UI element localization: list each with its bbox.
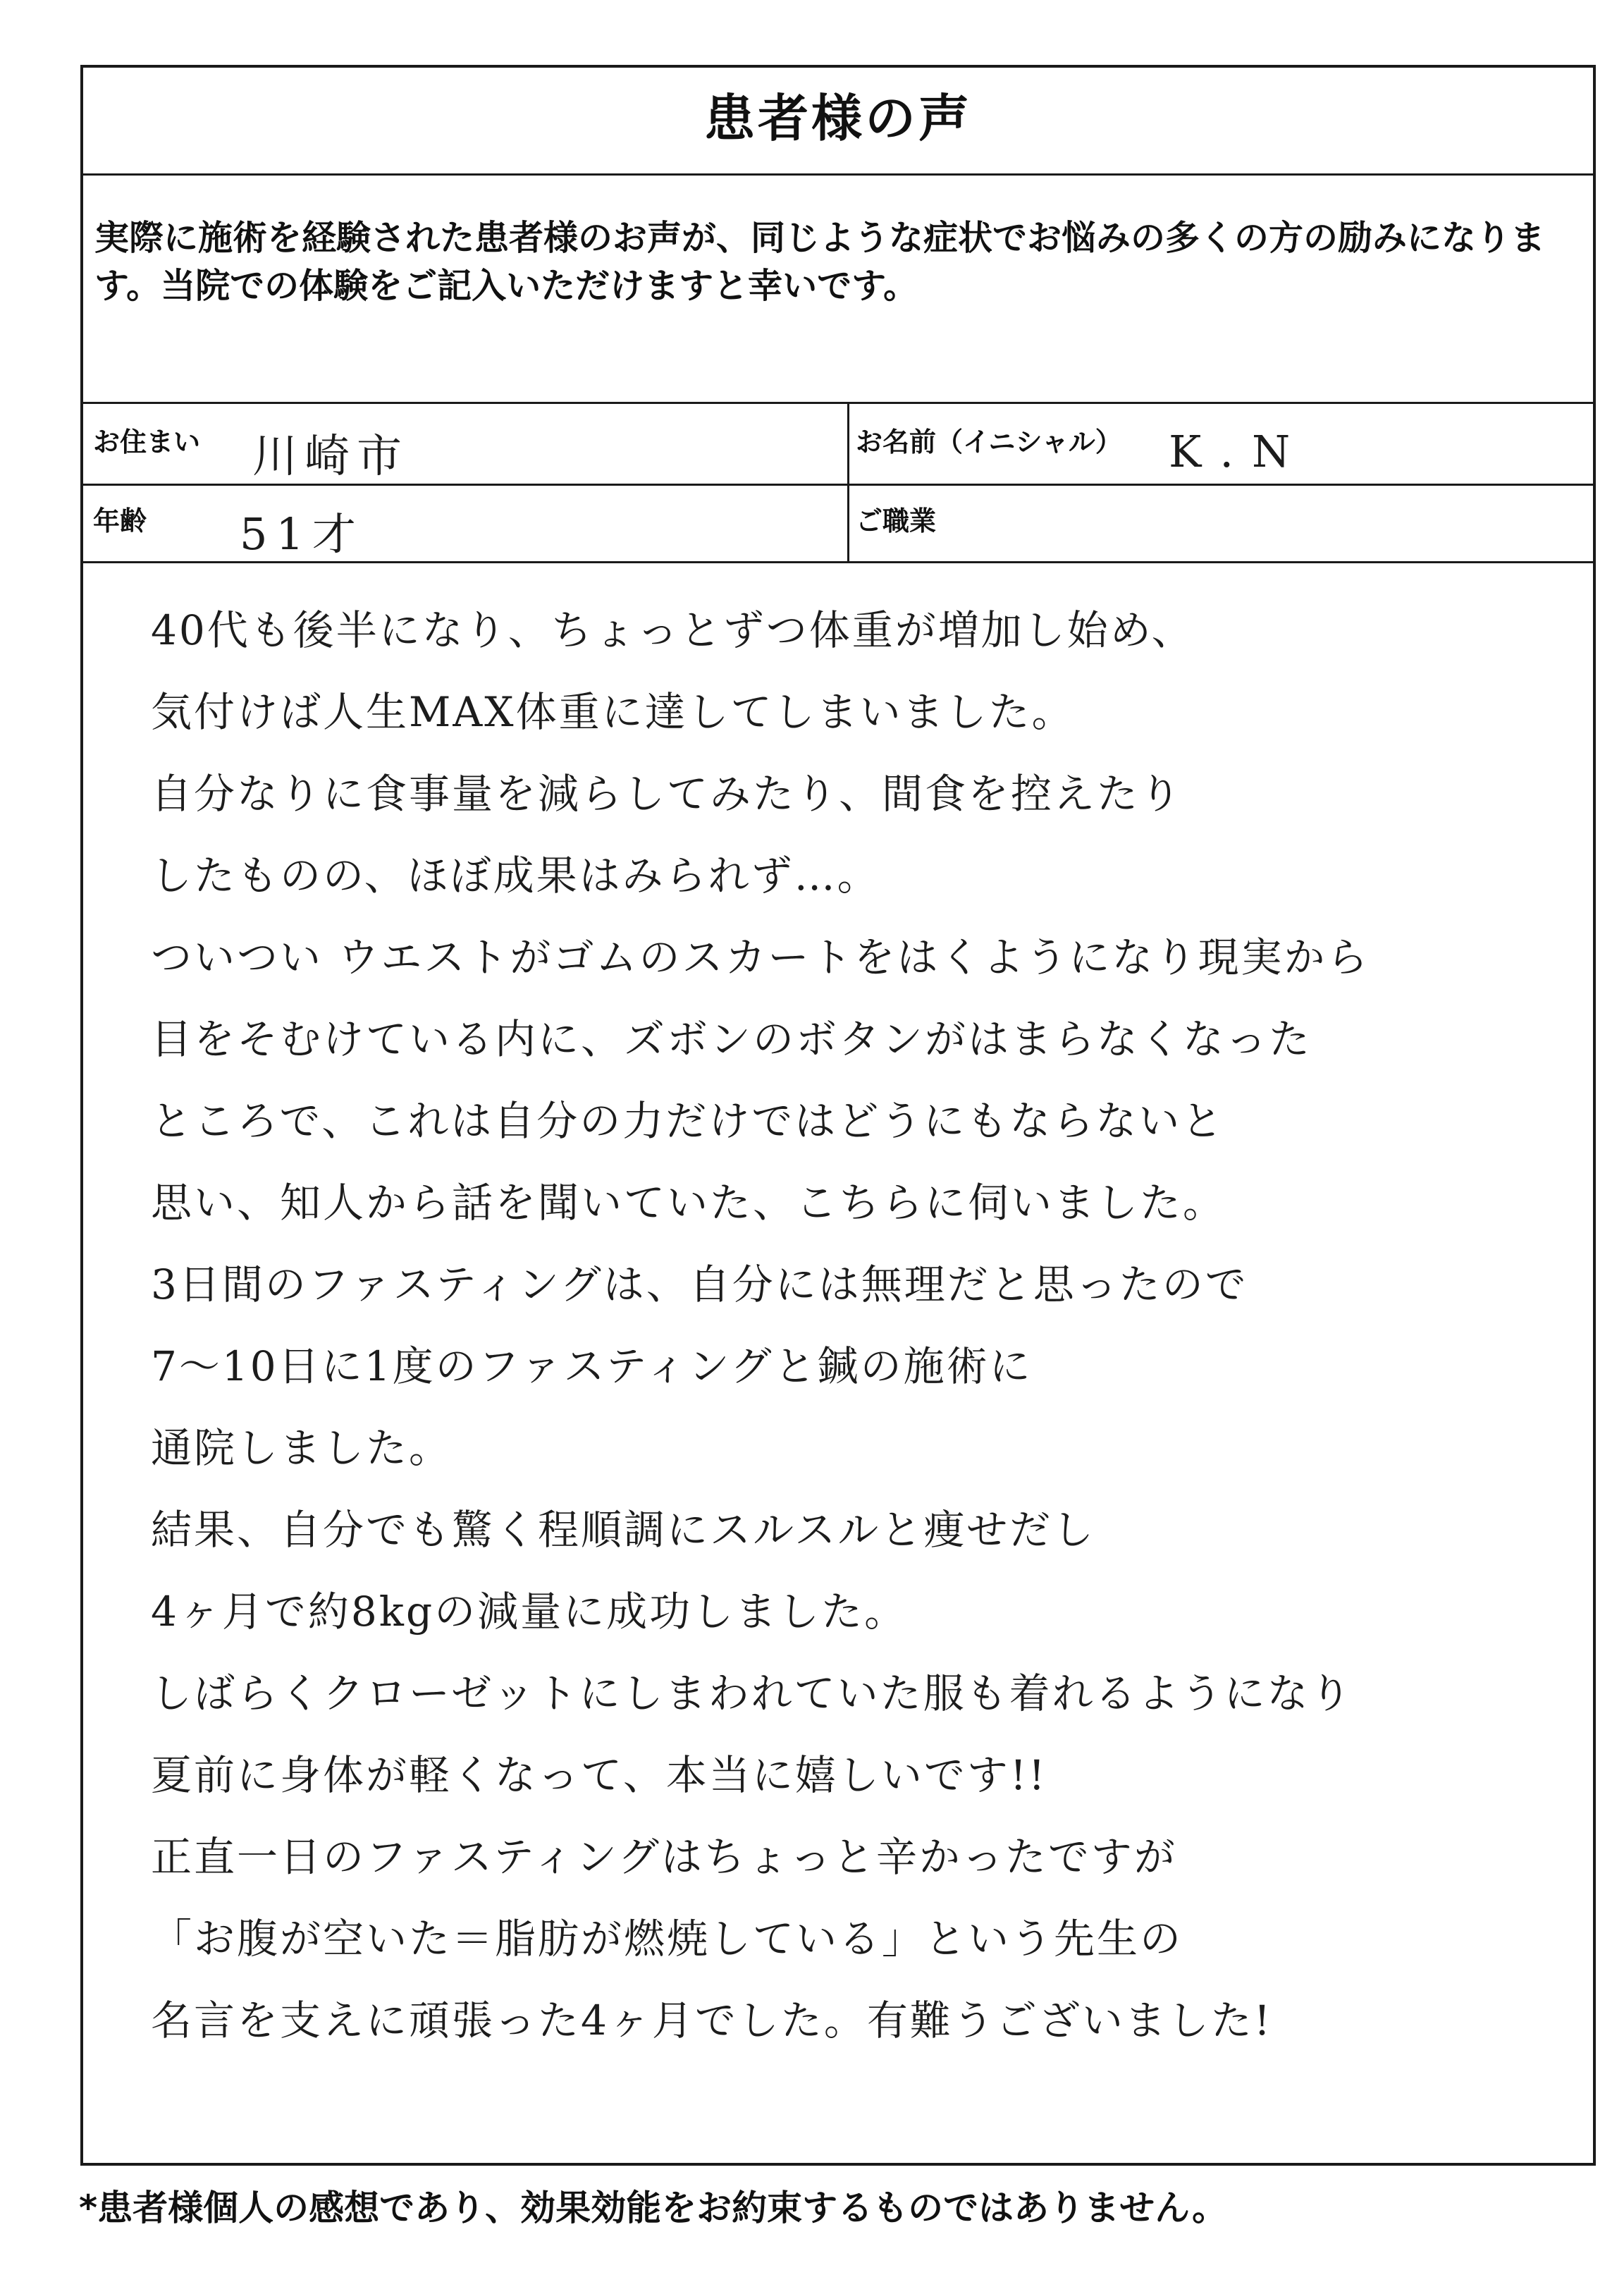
fields-top-divider: [83, 402, 1593, 404]
intro-text: 実際に施術を経験された患者様のお声が、同じような症状でお悩みの多くの方の励みになります。当院での体験をご記入いただけますと幸いです。: [94, 218, 1546, 306]
body-line: 思い、知人から話を聞いていた、こちらに伺いました。: [151, 1179, 1226, 1227]
body-line: 3日間のファスティングは、自分には無理だと思ったので: [151, 1261, 1248, 1308]
age-value: 51才: [240, 508, 364, 560]
body-line: 自分なりに食事量を減らしてみたり、間食を控えたり: [151, 770, 1183, 818]
body-line: しばらくクローゼットにしまわれていた服も着れるようになり: [151, 1669, 1353, 1717]
body-line: 7〜10日に1度のファスティングと鍼の施術に: [151, 1342, 1033, 1390]
body-line: 夏前に身体が軽くなって、本当に嬉しいです!!: [151, 1751, 1047, 1799]
body-line: 40代も後半になり、ちょっとずつ体重が増加し始め、: [151, 606, 1195, 654]
testimonial-body: [151, 589, 1572, 2061]
body-line: 目をそむけている内に、ズボンのボタンがはまらなくなった: [151, 1015, 1312, 1063]
name-label: お名前（イニシャル）: [856, 427, 1122, 458]
title-divider: [83, 173, 1593, 176]
body-line: 正直一日のファスティングはちょっと辛かったですが: [151, 1833, 1177, 1881]
testimonial-form: [80, 65, 1596, 2166]
body-line: 「お腹が空いた＝脂肪が燃焼している」という先生の: [151, 1915, 1183, 1963]
age-label: 年齢: [93, 505, 147, 536]
occupation-label: ご職業: [856, 505, 937, 536]
body-line: ところで、これは自分の力だけではどうにもならないと: [151, 1097, 1225, 1145]
body-line: 通院しました。: [151, 1424, 453, 1472]
body-line: 名言を支えに頑張った4ヶ月でした。有難うございました!: [151, 1996, 1273, 2044]
body-line: 4ヶ月で約8kgの減量に成功しました。: [151, 1588, 908, 1636]
name-value: K.N: [1169, 426, 1309, 477]
fields-column-divider: [847, 402, 849, 561]
address-value: 川崎市: [252, 431, 409, 483]
body-line: 気付けば人生MAX体重に達してしまいました。: [151, 688, 1075, 736]
body-line: ついつい ウエストがゴムのスカートをはくようになり現実から: [151, 933, 1370, 981]
page-title: 患者様の声: [703, 89, 972, 148]
body-line: 結果、自分でも驚く程順調にスルスルと痩せだし: [151, 1506, 1096, 1554]
body-line: したものの、ほぼ成果はみられず…。: [151, 852, 880, 900]
disclaimer: *患者様個人の感想であり、効果効能をお約束するものではありません。: [79, 2188, 1228, 2228]
address-label: お住まい: [93, 427, 201, 458]
